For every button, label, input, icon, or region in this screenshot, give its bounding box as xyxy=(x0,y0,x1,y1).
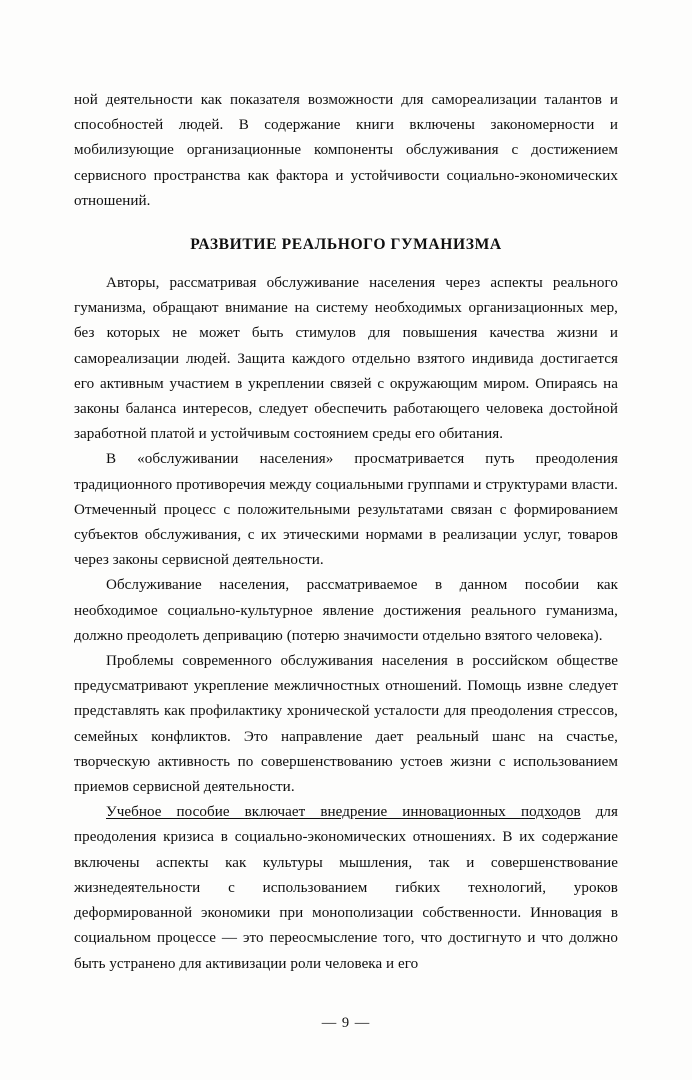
paragraph-textbook-innovation xyxy=(74,800,618,976)
page-number: — 9 — xyxy=(321,1015,371,1031)
paragraph-service-contradiction: В «обслуживании населения» просматривается путь преодоления традиционного противоречия между социальными группами и структурами власти. Отмеченный процесс с положительными результатами связан с формированием субъектов обслуживания, с их этическими нормами в реализации услуг, товаров через законы сервисной деятельности. xyxy=(74,451,618,569)
page-body xyxy=(74,88,618,977)
paragraph-modern-problems: Проблемы современного обслуживания населения в российском обществе предусматривают укрепление межличностных отношений. Помощь извне следует представлять как профилактику хронической усталости для преодоления стрессов, семейных конфликтов. Это направление дает реальный шанс на счастье, творческую активность по совершенствованию устоев жизни с использованием приемов сервисной деятельности. xyxy=(74,653,618,796)
paragraph-continuation: ной деятельности как показателя возможности для самореализации талантов и способностей людей. В содержание книги включены закономерности и мобилизующие организационные компоненты обслуживания с достижением сервисного пространства как фактора и устойчивости социально-экономических отношений. xyxy=(74,92,618,209)
paragraph-textbook-innovation-rest: для преодоления кризиса в социально-экономических отношениях. В их содержание включены аспекты как культуры мышления, так и совершенствование жизнедеятельности с использованием гибких технологий, уроков деформированной экономики при монополизации собственности. Инновация в социальном процессе — это переосмысление того, что достигнуто и что должно быть устранено для активизации роли человека и его xyxy=(74,804,618,972)
underlined-phrase: Учебное пособие включает внедрение инновационных подходов xyxy=(106,804,581,821)
paragraph-authors-aspects: Авторы, рассматривая обслуживание населения через аспекты реального гуманизма, обращают внимание на систему необходимых организационных мер, без которых не может быть стимулов для повышения качества жизни и самореализации людей. Защита каждого отдельно взятого индивида достигается его активным участием в укреплении связей с окружающим миром. Опираясь на законы баланса интересов, следует обеспечить работающего человека достойной заработной платой и устойчивым состоянием среды его обитания. xyxy=(74,275,618,443)
section-heading: РАЗВИТИЕ РЕАЛЬНОГО ГУМАНИЗМА xyxy=(190,236,502,254)
paragraph-deprivation: Обслуживание населения, рассматриваемое в данном пособии как необходимое социально-культурное явление достижения реального гуманизма, должно преодолеть депривацию (потерю значимости отдельно взятого человека). xyxy=(74,577,618,644)
